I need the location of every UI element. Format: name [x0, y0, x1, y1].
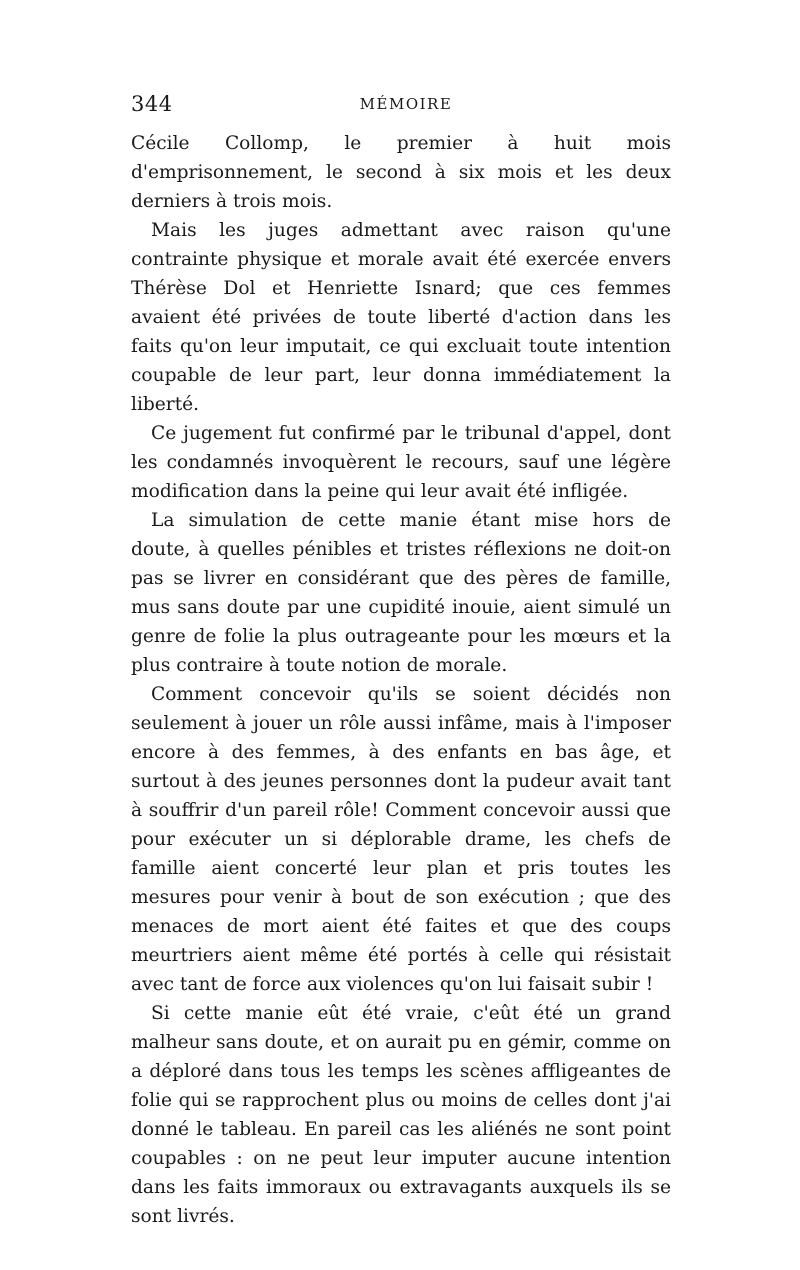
paragraph: Mais les juges admettant avec raison qu'une contrainte physique et morale avait été exercée envers Thérèse Dol et Henriette Isnard; que ces femmes avaient été privées de toute liberté d'action dans les faits qu'on leur imputait, ce qui excluait toute intention coupable de leur part, leur donna immédiatement la liberté. — [131, 220, 671, 415]
text-block — [131, 129, 671, 1231]
paragraph: Cécile Collomp, le premier à huit mois d'emprisonnement, le second à six mois et les deux derniers à trois mois. — [131, 133, 671, 212]
page-number: 344 — [131, 92, 173, 116]
paragraph: Ce jugement fut confirmé par le tribunal d'appel, dont les condamnés invoquèrent le recours, sauf une légère modification dans la peine qui leur avait été infligée. — [131, 423, 671, 502]
paragraph: La simulation de cette manie étant mise hors de doute, à quelles pénibles et tristes réflexions ne doit-on pas se livrer en considérant que des pères de famille, mus sans doute par une cupidité inouie, aient simulé un genre de folie la plus outrageante pour les mœurs et la plus contraire à toute notion de morale. — [131, 510, 671, 676]
running-title: MÉMOIRE — [359, 95, 453, 113]
paragraph: Si cette manie eût été vraie, c'eût été un grand malheur sans doute, et on aurait pu en gémir, comme on a déploré dans tous les temps les scènes affligeantes de folie qui se rapprochent plus ou moins de celles dont j'ai donné le tableau. En pareil cas les aliénés ne sont point coupables : on ne peut leur imputer aucune intention dans les faits immoraux ou extravagants auxquels ils se sont livrés. — [131, 1003, 671, 1227]
paragraph: Comment concevoir qu'ils se soient décidés non seulement à jouer un rôle aussi infâme, mais à l'imposer encore à des femmes, à des enfants en bas âge, et surtout à des jeunes personnes dont la pudeur avait tant à souffrir d'un pareil rôle! Comment concevoir aussi que pour exécuter un si déplorable drame, les chefs de famille aient concerté leur plan et pris toutes les mesures pour venir à bout de son exécution ; que des menaces de mort aient été faites et que des coups meurtriers aient même été portés à celle qui résistait avec tant de force aux violences qu'on lui faisait subir ! — [131, 684, 671, 995]
running-head — [131, 92, 671, 122]
